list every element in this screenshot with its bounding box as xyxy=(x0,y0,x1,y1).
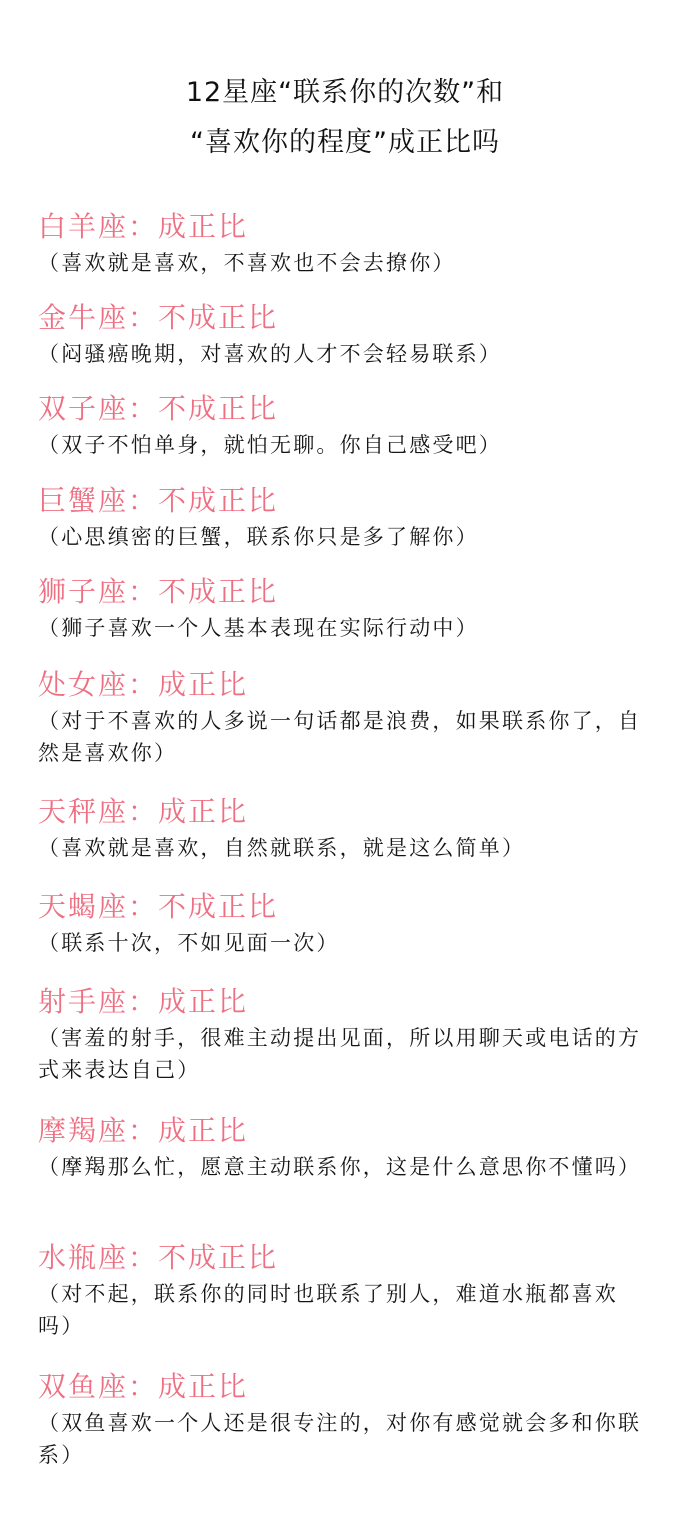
page-title xyxy=(0,68,690,168)
zodiac-sign-label: 巨蟹座：不成正比 xyxy=(38,484,279,517)
zodiac-entry-capricorn xyxy=(38,1111,650,1183)
zodiac-sign-label: 双鱼座：成正比 xyxy=(38,1370,249,1403)
zodiac-entry-cancer xyxy=(38,481,650,553)
title-line-2: “喜欢你的程度”成正比吗 xyxy=(190,127,500,158)
zodiac-sign-label: 狮子座：不成正比 xyxy=(38,575,279,608)
zodiac-sign-label: 射手座：成正比 xyxy=(38,985,249,1018)
zodiac-description: （摩羯那么忙，愿意主动联系你，这是什么意思你不懂吗） xyxy=(38,1155,642,1179)
zodiac-description: （喜欢就是喜欢，自然就联系，就是这么简单） xyxy=(38,836,526,860)
zodiac-entry-sagittarius xyxy=(38,982,650,1086)
zodiac-description: （心思缜密的巨蟹，联系你只是多了解你） xyxy=(38,525,479,549)
zodiac-sign-label: 处女座：成正比 xyxy=(38,668,249,701)
zodiac-sign-label: 天秤座：成正比 xyxy=(38,795,249,828)
zodiac-description: （闷骚癌晚期，对喜欢的人才不会轻易联系） xyxy=(38,342,502,366)
zodiac-entry-taurus xyxy=(38,298,650,370)
zodiac-sign-label: 金牛座：不成正比 xyxy=(38,301,279,334)
zodiac-entry-scorpio xyxy=(38,887,650,959)
zodiac-sign-label: 摩羯座：成正比 xyxy=(38,1114,249,1147)
zodiac-sign-label: 天蝎座：不成正比 xyxy=(38,890,279,923)
title-line-1: 12星座“联系你的次数”和 xyxy=(185,77,505,108)
zodiac-entry-gemini xyxy=(38,389,650,461)
zodiac-description: （对不起，联系你的同时也联系了别人，难道水瓶都喜欢吗） xyxy=(38,1282,618,1338)
zodiac-description: （对于不喜欢的人多说一句话都是浪费，如果联系你了，自然是喜欢你） xyxy=(38,709,642,765)
zodiac-entry-aquarius xyxy=(38,1238,650,1342)
zodiac-description: （联系十次，不如见面一次） xyxy=(38,931,340,955)
zodiac-description: （喜欢就是喜欢，不喜欢也不会去撩你） xyxy=(38,251,456,275)
zodiac-sign-label: 双子座：不成正比 xyxy=(38,392,279,425)
zodiac-description: （害羞的射手，很难主动提出见面，所以用聊天或电话的方式来表达自己） xyxy=(38,1026,642,1082)
zodiac-entry-pisces xyxy=(38,1367,650,1471)
zodiac-sign-label: 水瓶座：不成正比 xyxy=(38,1241,279,1274)
zodiac-entry-aries xyxy=(38,207,650,279)
zodiac-description: （双子不怕单身，就怕无聊。你自己感受吧） xyxy=(38,433,502,457)
zodiac-entry-libra xyxy=(38,792,650,864)
zodiac-sign-label: 白羊座：成正比 xyxy=(38,210,249,243)
zodiac-entry-virgo xyxy=(38,665,650,769)
zodiac-description: （狮子喜欢一个人基本表现在实际行动中） xyxy=(38,616,479,640)
zodiac-description: （双鱼喜欢一个人还是很专注的，对你有感觉就会多和你联系） xyxy=(38,1411,642,1467)
zodiac-entry-leo xyxy=(38,572,650,644)
